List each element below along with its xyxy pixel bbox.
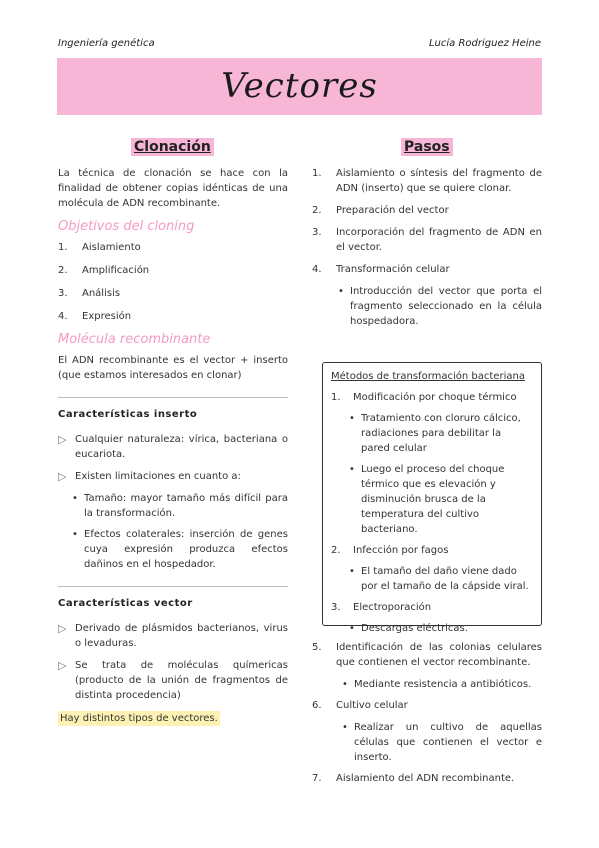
list-item: 2. Preparación del vector	[312, 205, 449, 216]
bullet-dot-icon: •	[72, 529, 78, 540]
list-item: • Descargas eléctricas.	[349, 623, 468, 634]
metodos-box-title: Métodos de transformación bacteriana	[331, 371, 525, 382]
triangle-bullet-icon: ▷	[58, 470, 67, 483]
list-item: 1. Aislamiento o síntesis del fragmento de ADN (inserto) que se quiere clonar.	[312, 168, 542, 194]
left-column	[58, 166, 288, 726]
list-item: ▷ Cualquier naturaleza: vírica, bacteriana o eucariota.	[58, 433, 288, 460]
bullet-dot-icon: •	[338, 286, 344, 297]
section-heading-clonacion: Clonación	[131, 138, 214, 156]
list-item: 3. Análisis	[58, 288, 121, 299]
list-item: 3. Electroporación	[331, 602, 432, 613]
section-heading-pasos: Pasos	[401, 138, 453, 156]
triangle-bullet-icon: ▷	[58, 659, 67, 672]
list-item: ▷ Se trata de moléculas químericas (producto de la unión de fragmentos de distinta procedencia)	[58, 659, 288, 701]
triangle-bullet-icon: ▷	[58, 433, 67, 446]
metodos-box	[322, 362, 542, 634]
highlighted-note: Hay distintos tipos de vectores.	[60, 713, 218, 724]
bullet-dot-icon: •	[72, 493, 78, 504]
list-item: 2. Infección por fagos	[331, 545, 449, 556]
right-column-top	[312, 166, 542, 335]
list-item: 5. Identificación de las colonias celulares que contienen el vector recombinante.	[312, 642, 542, 668]
list-item: • Efectos colaterales: inserción de genes cuya expresión produzca efectos dañinos en el hospedador.	[72, 529, 288, 570]
list-item: 1. Modificación por choque térmico	[331, 392, 517, 403]
list-item: • Tamaño: mayor tamaño más difícil para la transformación.	[72, 493, 288, 519]
list-item: 3. Incorporación del fragmento de ADN en el vector.	[312, 227, 542, 253]
page-title: Vectores	[221, 66, 378, 106]
objetivos-list	[58, 240, 288, 324]
molecula-heading: Molécula recombinante	[58, 332, 211, 347]
intro-paragraph: La técnica de clonación se hace con la finalidad de obtener copias idénticas de una molécula de ADN recombinante.	[58, 168, 288, 209]
list-item: 4. Transformación celular	[312, 264, 450, 275]
list-item: 1. Aislamiento	[58, 242, 141, 253]
list-item: 2. Amplificación	[58, 265, 150, 276]
list-item: • Mediante resistencia a antibióticos.	[342, 679, 532, 690]
list-item: • Luego el proceso del choque térmico que es elevación y disminución brusca de la temperatura del cultivo bacteriano.	[349, 464, 505, 535]
inserto-heading: Características inserto	[58, 397, 288, 422]
bullet-dot-icon: •	[349, 464, 355, 475]
list-item: ▷ Existen limitaciones en cuanto a:	[58, 470, 241, 483]
list-item: • El tamaño del daño viene dado por el tamaño de la cápside viral.	[349, 566, 529, 592]
objetivos-heading: Objetivos del cloning	[58, 219, 195, 234]
right-column-bottom	[312, 640, 542, 793]
molecula-paragraph: El ADN recombinante es el vector + inserto (que estamos interesados en clonar)	[58, 355, 288, 381]
list-item: • Realizar un cultivo de aquellas células que contienen el vector e inserto.	[342, 722, 542, 763]
list-item: 7. Aislamiento del ADN recombinante.	[312, 773, 515, 784]
title-banner	[57, 58, 542, 115]
bullet-dot-icon: •	[349, 566, 355, 577]
bullet-dot-icon: •	[342, 679, 348, 690]
bullet-dot-icon: •	[342, 722, 348, 733]
list-item: 4. Expresión	[58, 311, 132, 322]
header-author: Lucía Rodriguez Heine	[428, 38, 541, 49]
list-item: • Introducción del vector que porta el fragmento seleccionado en la célula hospedadora.	[338, 286, 542, 327]
vector-heading: Características vector	[58, 586, 288, 611]
bullet-dot-icon: •	[349, 413, 355, 424]
bullet-dot-icon: •	[349, 623, 355, 634]
list-item: • Tratamiento con cloruro cálcico, radiaciones para debilitar la pared celular	[349, 413, 521, 454]
header-subject: Ingeniería genética	[58, 38, 155, 49]
list-item: ▷ Derivado de plásmidos bacterianos, virus o levaduras.	[58, 622, 288, 649]
list-item: 6. Cultivo celular	[312, 700, 408, 711]
triangle-bullet-icon: ▷	[58, 622, 67, 635]
